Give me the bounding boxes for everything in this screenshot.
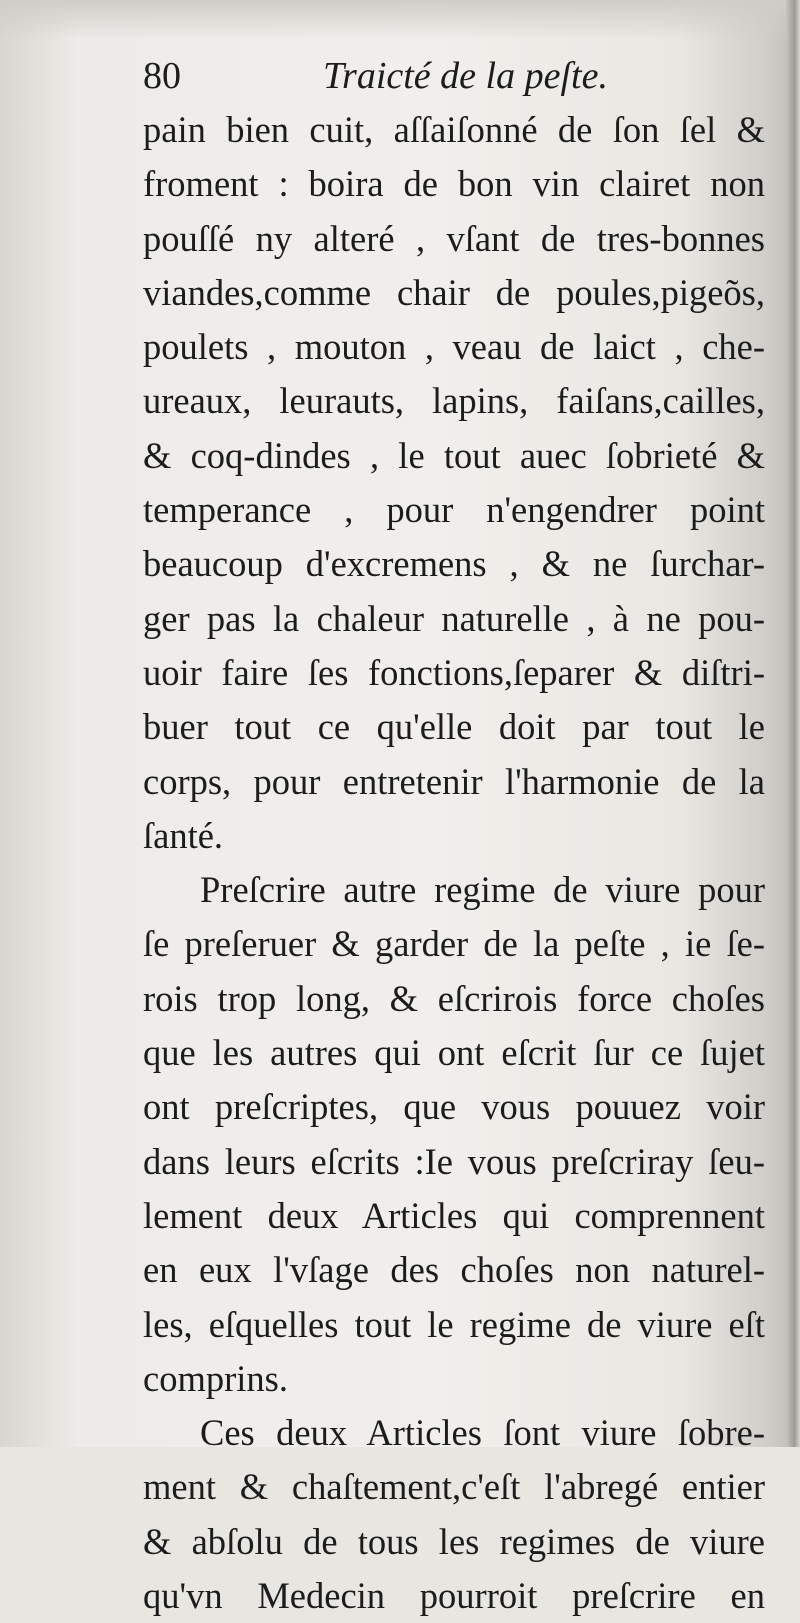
text-line: ger pas la chaleur naturelle , à ne pou- [143, 597, 765, 639]
page-number: 80 [143, 55, 181, 97]
text-line: Preſcrire autre regime de viure pour [200, 869, 765, 911]
text-line: ment & chaſtement,c'eſt l'abregé entier [143, 1466, 765, 1508]
text-line: rois trop long, & eſcrirois force choſes [143, 977, 765, 1019]
page-header [143, 46, 638, 106]
running-title: Traicté de la peſte. [323, 55, 608, 97]
text-line: qu'vn Medecin pourroit preſcrire en [143, 1575, 765, 1617]
text-line: ſe preſeruer & garder de la peſte , ie ſe- [143, 923, 765, 965]
text-line: & coq-dindes , le tout auec ſobrieté & [143, 434, 765, 476]
text-line: Ces deux Articles ſont viure ſobre- [200, 1412, 765, 1454]
page-edge [786, 0, 800, 1447]
text-line: que les autres qui ont eſcrit ſur ce ſujet [143, 1032, 765, 1074]
text-line: en eux l'vſage des choſes non naturel- [143, 1249, 765, 1291]
text-line: temperance , pour n'engendrer point [143, 489, 765, 531]
text-line: buer tout ce qu'elle doit par tout le [143, 706, 765, 748]
text-line: corps, pour entretenir l'harmonie de la [143, 760, 765, 802]
text-line: ureaux, leurauts, lapins, faiſans,cailles, [143, 380, 765, 422]
text-line: comprins. [143, 1357, 288, 1399]
text-line: les, eſquelles tout le regime de viure eſt [143, 1303, 765, 1345]
text-line: uoir faire ſes fonctions,ſeparer & diſtri- [143, 651, 765, 693]
text-line: & abſolu de tous les regimes de viure [143, 1520, 765, 1562]
text-line: lement deux Articles qui comprennent [143, 1194, 765, 1236]
text-line: ſanté. [143, 814, 224, 856]
text-line: poulets , mouton , veau de laict , che- [143, 326, 765, 368]
text-line: viandes,comme chair de poules,pigeõs, [143, 271, 765, 313]
text-line: pain bien cuit, aſſaiſonné de ſon ſel & [143, 109, 765, 150]
text-line: dans leurs eſcrits :Ie vous preſcriray ſeu- [143, 1140, 765, 1182]
text-line: pouſſé ny alteré , vſant de tres-bonnes [143, 217, 765, 259]
page-top-shadow [0, 0, 800, 40]
text-line: beaucoup d'excremens , & ne ſurchar- [143, 543, 765, 585]
text-line: ont preſcriptes, que vous pouuez voir [143, 1086, 765, 1128]
text-line: froment : boira de bon vin clairet non [143, 163, 765, 205]
body-text [143, 103, 765, 1623]
